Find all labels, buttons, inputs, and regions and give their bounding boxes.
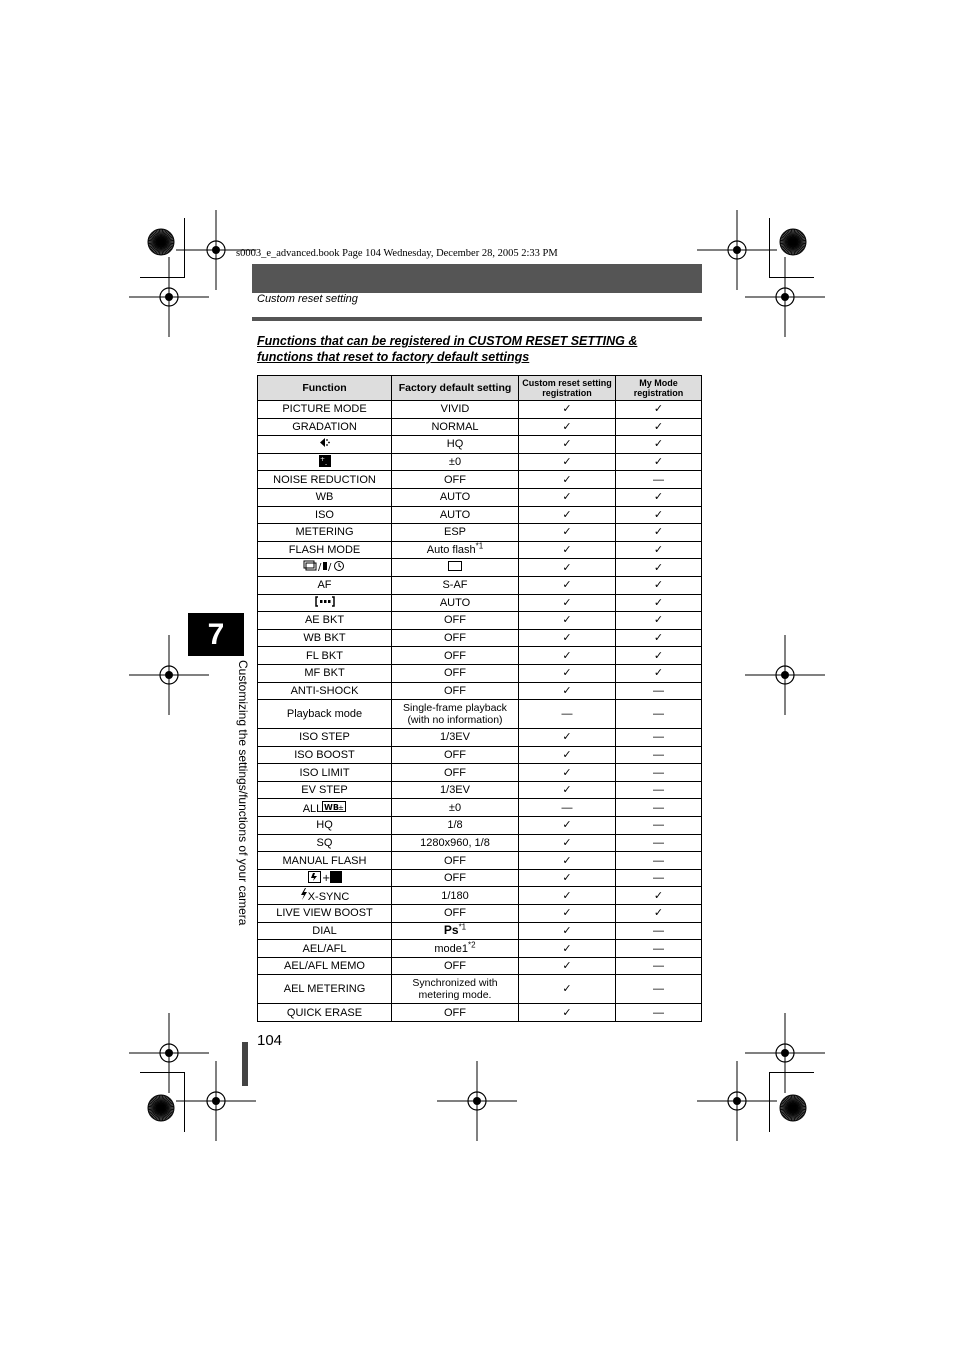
cell-function-text: AEL/AFL (302, 942, 347, 955)
cell-custom-reset: — (519, 799, 616, 817)
footnote-ref: *1 (458, 922, 467, 932)
cell-function (258, 576, 392, 594)
cell-custom-reset: ✓ (519, 559, 616, 577)
cell-function (258, 781, 392, 799)
cell-function (258, 834, 392, 852)
table-row (258, 887, 702, 905)
cell-function (258, 905, 392, 923)
column-header-default: Factory default setting (392, 376, 519, 401)
cell-mymode: — (616, 700, 702, 729)
cell-default-text: mode1 (434, 942, 469, 955)
cell-function-text: WB BKT (303, 632, 346, 645)
single-frame-icon (448, 561, 462, 574)
table-row (258, 1004, 702, 1022)
cell-default (392, 1004, 519, 1022)
cell-default-text: OFF (444, 684, 466, 697)
table-row (258, 401, 702, 419)
cell-function-text: ISO LIMIT (299, 766, 350, 779)
cell-mymode: — (616, 764, 702, 782)
table-row (258, 834, 702, 852)
footnote-ref: *2 (468, 939, 476, 949)
cell-default-text: AUTO (439, 508, 471, 521)
cell-default (392, 922, 519, 940)
cell-function-text: ALL (302, 802, 323, 815)
cell-mymode: ✓ (616, 506, 702, 524)
cell-mymode: ✓ (616, 629, 702, 647)
table-row (258, 817, 702, 835)
svg-text:+: + (321, 872, 330, 883)
cell-default (392, 940, 519, 958)
cell-default (392, 781, 519, 799)
table-row (258, 453, 702, 471)
cell-default-text: S-AF (442, 579, 468, 592)
cell-function-text: ISO (315, 508, 334, 521)
table-row (258, 852, 702, 870)
cell-function (258, 887, 392, 905)
crop-line (140, 1072, 185, 1073)
table-row (258, 975, 702, 1004)
cell-custom-reset: ✓ (519, 729, 616, 747)
cell-mymode: ✓ (616, 887, 702, 905)
crop-line (769, 1072, 770, 1132)
cell-function (258, 453, 392, 471)
table-row (258, 799, 702, 817)
cell-custom-reset: ✓ (519, 975, 616, 1004)
cell-function (258, 629, 392, 647)
cell-mymode: ✓ (616, 576, 702, 594)
table-row (258, 629, 702, 647)
cell-custom-reset: ✓ (519, 488, 616, 506)
table-row (258, 524, 702, 542)
color-target-mark (779, 1094, 807, 1127)
cell-function (258, 436, 392, 454)
cell-function (258, 869, 392, 887)
cell-custom-reset: — (519, 700, 616, 729)
table-row (258, 576, 702, 594)
cell-function-text: MANUAL FLASH (282, 854, 367, 867)
cell-mymode: ✓ (616, 401, 702, 419)
af-target-icon (315, 596, 335, 610)
cell-default-text: ESP (443, 526, 466, 539)
cell-default-text: Ps (443, 923, 459, 938)
crop-line (769, 218, 770, 278)
cell-function (258, 799, 392, 817)
cell-function-text: SQ (316, 836, 333, 849)
cell-function (258, 612, 392, 630)
cell-default-text: Auto flash (426, 544, 476, 557)
cell-function-text: FL BKT (306, 649, 343, 662)
flash-plus-exposure-icon (308, 871, 342, 886)
cell-custom-reset: ✓ (519, 664, 616, 682)
cell-default (392, 488, 519, 506)
cell-default-text: OFF (444, 649, 466, 662)
cell-default (392, 401, 519, 419)
cell-default-text: OFF (444, 766, 466, 779)
table-row (258, 559, 702, 577)
cell-function-text: AE BKT (304, 614, 345, 627)
table-row (258, 869, 702, 887)
cell-default (392, 700, 519, 729)
cell-mymode: — (616, 817, 702, 835)
column-header-mymode: My Mode registration (616, 376, 702, 401)
cell-function (258, 647, 392, 665)
cell-default (392, 541, 519, 559)
section-title (257, 333, 637, 365)
cell-custom-reset: ✓ (519, 524, 616, 542)
cell-function-text: ISO BOOST (294, 748, 355, 761)
table-row (258, 594, 702, 612)
header-rule (252, 317, 702, 321)
cell-default-text: OFF (444, 1006, 466, 1019)
footnote-ref: *1 (475, 541, 484, 551)
cell-function (258, 541, 392, 559)
color-target-mark (147, 228, 175, 261)
cell-default-text: ±0 (448, 456, 462, 469)
cell-default-text: OFF (444, 854, 466, 867)
cell-function-text: AEL/AFL MEMO (284, 960, 365, 973)
table-row (258, 957, 702, 975)
cell-default-text: HQ (446, 438, 464, 451)
cell-default-text: 1280x960, 1/8 (420, 836, 490, 849)
cell-default (392, 576, 519, 594)
cell-default (392, 975, 519, 1004)
table-row (258, 664, 702, 682)
cell-function (258, 488, 392, 506)
cell-custom-reset: ✓ (519, 834, 616, 852)
svg-text:±: ± (338, 803, 345, 812)
cell-function-text: LIVE VIEW BOOST (276, 907, 373, 920)
cell-default-text: OFF (444, 907, 466, 920)
cell-default-text: VIVID (440, 403, 470, 416)
cell-custom-reset: ✓ (519, 576, 616, 594)
cell-mymode: — (616, 682, 702, 700)
cell-custom-reset: ✓ (519, 869, 616, 887)
cell-custom-reset: ✓ (519, 781, 616, 799)
cell-default (392, 629, 519, 647)
cell-custom-reset: ✓ (519, 957, 616, 975)
cell-mymode: — (616, 729, 702, 747)
cell-function-text: MF BKT (304, 667, 345, 680)
cell-default (392, 471, 519, 489)
cell-function (258, 524, 392, 542)
cell-function (258, 1004, 392, 1022)
table-row (258, 764, 702, 782)
page-bar (242, 1042, 248, 1086)
cell-function (258, 852, 392, 870)
cell-custom-reset: ✓ (519, 922, 616, 940)
cell-default (392, 852, 519, 870)
cell-function-text: HQ (316, 819, 333, 832)
cell-mymode: ✓ (616, 612, 702, 630)
cell-function (258, 401, 392, 419)
cell-function-text: Playback mode (286, 708, 363, 721)
cell-function-text: WB (315, 491, 334, 504)
column-header-function: Function (258, 376, 392, 401)
svg-text:+: + (319, 455, 325, 463)
crop-line (769, 1072, 814, 1073)
cell-function (258, 922, 392, 940)
cell-mymode: — (616, 957, 702, 975)
cell-function-text: ANTI-SHOCK (290, 684, 359, 697)
cell-default (392, 612, 519, 630)
cell-mymode: — (616, 746, 702, 764)
table-row (258, 612, 702, 630)
flash-icon (300, 888, 308, 903)
column-header-custom: Custom reset setting registration (519, 376, 616, 401)
chapter-side-text: Customizing the settings/functions of your camera (236, 660, 250, 926)
color-target-mark (147, 1094, 175, 1127)
cell-default-text: OFF (444, 960, 466, 973)
cell-custom-reset: ✓ (519, 647, 616, 665)
cell-function (258, 682, 392, 700)
cell-mymode: ✓ (616, 905, 702, 923)
cell-mymode: ✓ (616, 418, 702, 436)
cell-mymode: ✓ (616, 559, 702, 577)
cell-default-text: NORMAL (431, 420, 479, 433)
cell-custom-reset: ✓ (519, 401, 616, 419)
registration-mark (129, 257, 209, 342)
cell-default-text: OFF (444, 632, 466, 645)
cell-default (392, 506, 519, 524)
cell-mymode: ✓ (616, 664, 702, 682)
cell-custom-reset: ✓ (519, 746, 616, 764)
cell-function-text: NOISE REDUCTION (273, 473, 376, 486)
cell-custom-reset: ✓ (519, 852, 616, 870)
cell-function-text: EV STEP (301, 784, 348, 797)
cell-mymode: ✓ (616, 647, 702, 665)
cell-mymode: — (616, 471, 702, 489)
svg-text:WB: WB (324, 802, 340, 812)
cell-custom-reset: ✓ (519, 817, 616, 835)
cell-custom-reset: ✓ (519, 682, 616, 700)
header-bar (252, 264, 702, 293)
cell-default (392, 682, 519, 700)
cell-default-text: Single-frame playback (with no information) (403, 702, 507, 727)
registration-mark (697, 1061, 777, 1146)
wb-compensation-icon (322, 801, 346, 815)
table-row (258, 506, 702, 524)
cell-default (392, 647, 519, 665)
cell-default (392, 799, 519, 817)
cell-function-text: AEL METERING (283, 983, 366, 996)
crop-line (184, 1072, 185, 1132)
cell-mymode: — (616, 869, 702, 887)
cell-default (392, 436, 519, 454)
cell-mymode: ✓ (616, 436, 702, 454)
cell-function-text: FLASH MODE (288, 544, 361, 557)
cell-custom-reset: ✓ (519, 940, 616, 958)
cell-default (392, 905, 519, 923)
cell-mymode: — (616, 781, 702, 799)
cell-default (392, 869, 519, 887)
cell-default-text: AUTO (439, 491, 471, 504)
cell-mymode: ✓ (616, 524, 702, 542)
exposure-compensation-icon (319, 455, 331, 470)
section-title-line1: Functions that can be registered in CUSTOM RESET SETTING & (257, 334, 638, 348)
cell-mymode: ✓ (616, 541, 702, 559)
crop-line (140, 277, 185, 278)
image-quality-icon (319, 437, 331, 451)
page-number: 104 (257, 1032, 283, 1049)
cell-mymode: — (616, 834, 702, 852)
color-target-mark (779, 228, 807, 261)
cell-custom-reset: ✓ (519, 436, 616, 454)
cell-custom-reset: ✓ (519, 887, 616, 905)
cell-function-text: ISO STEP (299, 731, 350, 744)
cell-function (258, 729, 392, 747)
cell-default-text: OFF (444, 872, 466, 885)
registration-mark (437, 1061, 517, 1146)
section-title-line2: functions that reset to factory default settings (257, 350, 530, 364)
cell-default-text: ±0 (448, 801, 462, 814)
table-row (258, 905, 702, 923)
table-row (258, 781, 702, 799)
table-row (258, 647, 702, 665)
cell-function (258, 957, 392, 975)
cell-default (392, 524, 519, 542)
cell-default (392, 594, 519, 612)
table-row (258, 418, 702, 436)
cell-function (258, 700, 392, 729)
cell-function (258, 764, 392, 782)
table-row (258, 436, 702, 454)
cell-default-text: OFF (444, 473, 466, 486)
drive-mode-icon (303, 560, 347, 575)
cell-function (258, 975, 392, 1004)
cell-custom-reset: ✓ (519, 764, 616, 782)
cell-default (392, 418, 519, 436)
cell-function-text: PICTURE MODE (282, 403, 367, 416)
cell-default-text: 1/3EV (440, 731, 470, 744)
cell-custom-reset: ✓ (519, 453, 616, 471)
cell-default (392, 559, 519, 577)
cell-custom-reset: ✓ (519, 629, 616, 647)
cell-mymode: — (616, 940, 702, 958)
cell-custom-reset: ✓ (519, 418, 616, 436)
table-row (258, 746, 702, 764)
cell-default (392, 664, 519, 682)
cell-default (392, 817, 519, 835)
cell-default (392, 957, 519, 975)
cell-default-text: 1/8 (447, 819, 463, 832)
cell-mymode: — (616, 922, 702, 940)
file-info-line: s0003_e_advanced.book Page 104 Wednesday, December 28, 2005 2:33 PM (236, 248, 558, 259)
cell-mymode: ✓ (616, 453, 702, 471)
table-row (258, 700, 702, 729)
cell-default-text: 1/180 (441, 889, 469, 902)
cell-default-text: Synchronized with metering mode. (412, 977, 498, 1002)
cell-mymode: ✓ (616, 488, 702, 506)
svg-text:/: / (317, 562, 321, 573)
cell-function-text: QUICK ERASE (286, 1006, 363, 1019)
cell-default (392, 887, 519, 905)
cell-function (258, 594, 392, 612)
cell-function-text: GRADATION (292, 420, 357, 433)
cell-mymode: — (616, 975, 702, 1004)
cell-custom-reset: ✓ (519, 1004, 616, 1022)
cell-custom-reset: ✓ (519, 905, 616, 923)
cell-mymode: ✓ (616, 594, 702, 612)
table-row (258, 940, 702, 958)
cell-custom-reset: ✓ (519, 506, 616, 524)
running-head: Custom reset setting (257, 293, 358, 305)
cell-default-text: AUTO (439, 596, 471, 609)
cell-function-text: X-SYNC (307, 891, 350, 904)
registration-mark (745, 635, 825, 720)
cell-default-text: 1/3EV (440, 784, 470, 797)
cell-function-text: AF (317, 579, 332, 592)
cell-default (392, 729, 519, 747)
cell-mymode: — (616, 1004, 702, 1022)
cell-function-text: METERING (295, 526, 354, 539)
cell-custom-reset: ✓ (519, 612, 616, 630)
table-row (258, 729, 702, 747)
cell-mymode: — (616, 852, 702, 870)
cell-mymode: — (616, 799, 702, 817)
cell-default-text: OFF (444, 614, 466, 627)
table-row (258, 682, 702, 700)
cell-default-text: OFF (444, 667, 466, 680)
cell-default (392, 764, 519, 782)
cell-default-text: OFF (444, 748, 466, 761)
crop-line (184, 218, 185, 278)
table-header-row (258, 376, 702, 401)
cell-function (258, 559, 392, 577)
table-row (258, 471, 702, 489)
table-row (258, 922, 702, 940)
cell-custom-reset: ✓ (519, 541, 616, 559)
cell-default (392, 453, 519, 471)
chapter-tab: 7 (188, 613, 244, 656)
registration-mark (745, 257, 825, 342)
cell-function (258, 940, 392, 958)
cell-default (392, 746, 519, 764)
table-row (258, 488, 702, 506)
cell-function (258, 817, 392, 835)
cell-custom-reset: ✓ (519, 471, 616, 489)
cell-function-text: DIAL (312, 924, 337, 937)
cell-function (258, 664, 392, 682)
table-row (258, 541, 702, 559)
cell-function (258, 506, 392, 524)
cell-function (258, 471, 392, 489)
cell-function (258, 746, 392, 764)
svg-text:-: - (324, 460, 327, 467)
svg-text:/: / (327, 562, 331, 573)
cell-default (392, 834, 519, 852)
settings-table (257, 375, 702, 1022)
crop-line (769, 277, 814, 278)
cell-function (258, 418, 392, 436)
cell-custom-reset: ✓ (519, 594, 616, 612)
